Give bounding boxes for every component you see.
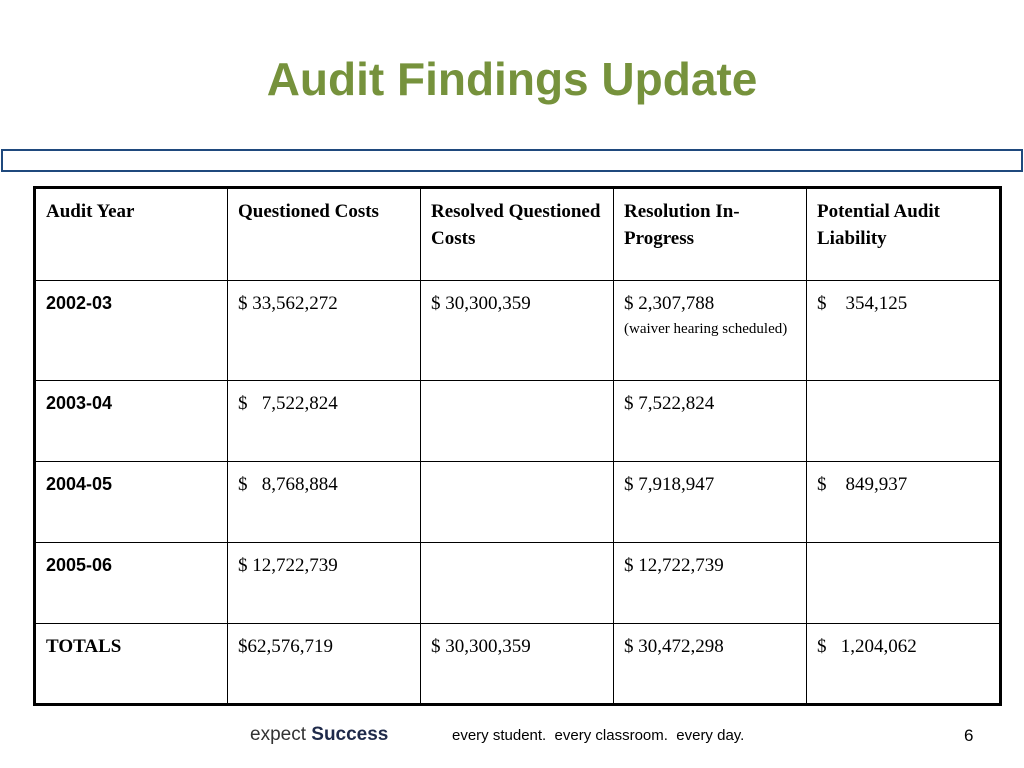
cell-resolved-costs: $ 30,300,359	[421, 281, 614, 381]
cell-resolved-costs	[421, 462, 614, 543]
brand-prefix: expect	[250, 724, 312, 745]
cell-potential-liability	[807, 381, 1001, 462]
footer-tagline: every student. every classroom. every day.	[452, 727, 745, 744]
cell-resolution-in-progress: $ 7,522,824	[614, 381, 807, 462]
header-potential-audit-liability: Potential Audit Liability	[807, 188, 1001, 281]
footer-brand-logo	[250, 724, 388, 746]
header-resolved-questioned-costs: Resolved Questioned Costs	[421, 188, 614, 281]
cell-audit-year: 2004-05	[35, 462, 228, 543]
cell-totals-label: TOTALS	[35, 624, 228, 705]
table-header-row	[35, 188, 1001, 281]
cell-questioned-costs: $ 7,522,824	[228, 381, 421, 462]
cell-resolution-in-progress: $ 12,722,739	[614, 543, 807, 624]
cell-resolved-costs	[421, 543, 614, 624]
cell-questioned-costs: $ 12,722,739	[228, 543, 421, 624]
cell-resolution-in-progress	[614, 281, 807, 381]
header-audit-year: Audit Year	[35, 188, 228, 281]
in-progress-amount: $ 2,307,788	[624, 293, 715, 314]
brand-strong: Success	[311, 724, 389, 745]
cell-potential-liability: $ 849,937	[807, 462, 1001, 543]
table-row	[35, 381, 1001, 462]
cell-potential-liability: $ 354,125	[807, 281, 1001, 381]
cell-audit-year: 2003-04	[35, 381, 228, 462]
cell-resolution-in-progress: $ 7,918,947	[614, 462, 807, 543]
cell-questioned-costs: $ 8,768,884	[228, 462, 421, 543]
table-row	[35, 462, 1001, 543]
table-row	[35, 543, 1001, 624]
cell-total-resolution-in-progress: $ 30,472,298	[614, 624, 807, 705]
cell-total-questioned-costs: $62,576,719	[228, 624, 421, 705]
cell-questioned-costs: $ 33,562,272	[228, 281, 421, 381]
cell-resolved-costs	[421, 381, 614, 462]
table-totals-row	[35, 624, 1001, 705]
audit-findings-table	[33, 186, 1002, 706]
title-divider-bar	[1, 149, 1023, 172]
cell-total-potential-liability: $ 1,204,062	[807, 624, 1001, 705]
cell-audit-year: 2002-03	[35, 281, 228, 381]
header-resolution-in-progress: Resolution In-Progress	[614, 188, 807, 281]
slide-title: Audit Findings Update	[266, 53, 758, 105]
cell-total-resolved-costs: $ 30,300,359	[421, 624, 614, 705]
cell-potential-liability	[807, 543, 1001, 624]
table-row	[35, 281, 1001, 381]
header-questioned-costs: Questioned Costs	[228, 188, 421, 281]
page-number: 6	[964, 726, 974, 745]
cell-audit-year: 2005-06	[35, 543, 228, 624]
in-progress-note: (waiver hearing scheduled)	[624, 321, 788, 337]
